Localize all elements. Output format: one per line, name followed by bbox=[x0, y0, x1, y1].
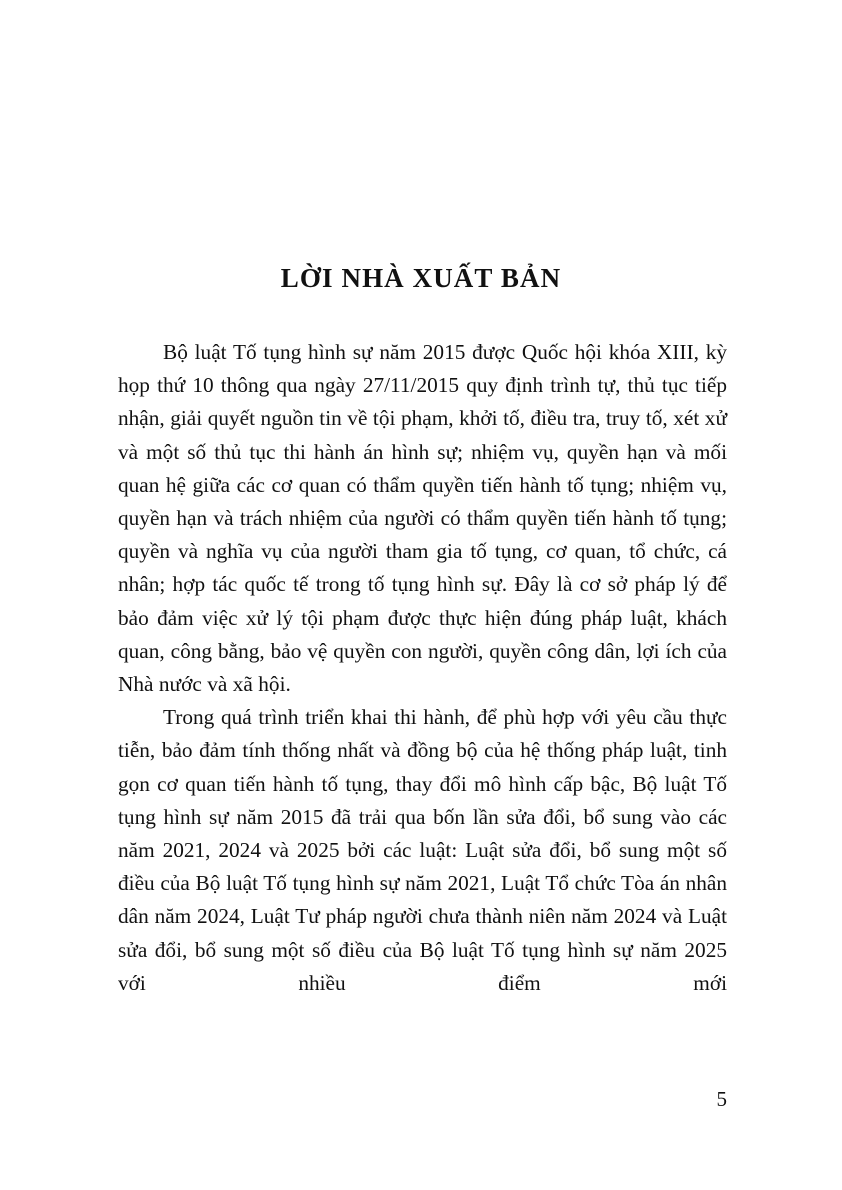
body-paragraph-1: Bộ luật Tố tụng hình sự năm 2015 được Quốc hội khóa XIII, kỳ họp thứ 10 thông qua ngày 27/11/2015 quy định trình tự, thủ tục tiếp nhận, giải quyết nguồn tin về tội phạm, khởi tố, điều tra, truy tố, xét xử và một số thủ tục thi hành án hình sự; nhiệm vụ, quyền hạn và mối quan hệ giữa các cơ quan có thẩm quyền tiến hành tố tụng; nhiệm vụ, quyền hạn và trách nhiệm của người có thẩm quyền tiến hành tố tụng; quyền và nghĩa vụ của người tham gia tố tụng, cơ quan, tổ chức, cá nhân; hợp tác quốc tế trong tố tụng hình sự. Đây là cơ sở pháp lý để bảo đảm việc xử lý tội phạm được thực hiện đúng pháp luật, khách quan, công bằng, bảo vệ quyền con người, quyền công dân, lợi ích của Nhà nước và xã hội. bbox=[118, 340, 727, 697]
body-text-block bbox=[118, 336, 727, 1000]
page-title: LỜI NHÀ XUẤT BẢN bbox=[280, 263, 562, 294]
body-paragraph-2: Trong quá trình triển khai thi hành, để phù hợp với yêu cầu thực tiễn, bảo đảm tính thống nhất và đồng bộ của hệ thống pháp luật, tinh gọn cơ quan tiến hành tố tụng, thay đổi mô hình cấp bậc, Bộ luật Tố tụng hình sự năm 2015 đã trải qua bốn lần sửa đổi, bổ sung vào các năm 2021, 2024 và 2025 bởi các luật: Luật sửa đổi, bổ sung một số điều của Bộ luật Tố tụng hình sự năm 2021, Luật Tổ chức Tòa án nhân dân năm 2024, Luật Tư pháp người chưa thành niên năm 2024 và Luật sửa đổi, bổ sung một số điều của Bộ luật Tố tụng hình sự năm 2025 với nhiều điểm mới bbox=[118, 705, 727, 995]
page-number: 5 bbox=[716, 1087, 727, 1111]
